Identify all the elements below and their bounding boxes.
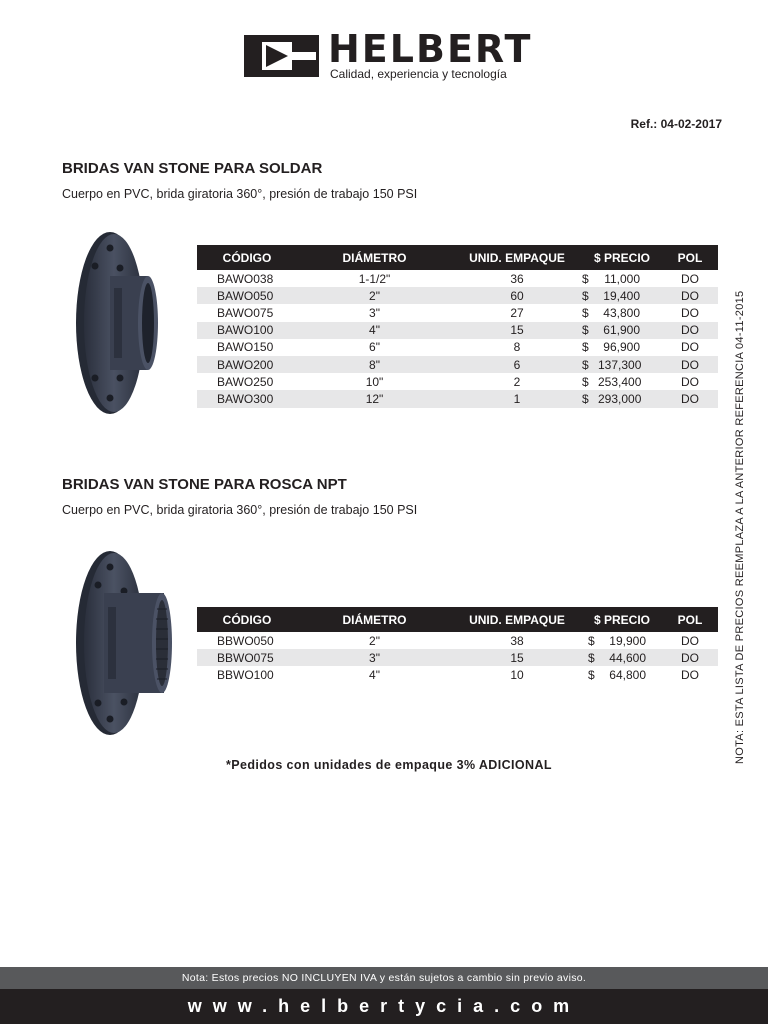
play-logo-icon [244,35,319,77]
cell-code: BAWO200 [197,356,297,373]
price-amount: 293,000 [598,391,642,406]
helbert-logo [244,27,533,81]
cell-pol: DO [681,667,699,682]
section2-subtitle: Cuerpo en PVC, brida giratoria 360°, presión de trabajo 150 PSI [62,503,418,517]
cell-pol: DO [681,633,699,648]
footer-disclaimer: Nota: Estos precios NO INCLUYEN IVA y están sujetos a cambio sin previo aviso. [0,967,768,989]
cell-diameter: 3" [369,305,380,320]
currency-symbol: $ [582,391,589,406]
cell-pack: 10 [510,667,524,682]
currency-symbol: $ [582,288,589,303]
header-diameter: DIÁMETRO [297,245,452,270]
cell-pol: DO [681,271,699,286]
cell-price [582,666,662,683]
cell-diameter: 10" [365,374,384,389]
price-amount: 43,800 [603,305,640,320]
section2-title: BRIDAS VAN STONE PARA ROSCA NPT [62,476,347,493]
cell-diameter: 1-1/2" [358,271,391,286]
cell-pol: DO [662,322,718,339]
table-row [197,390,718,407]
header-pack: UNID. EMPAQUE [452,245,582,270]
cell-code: BBWO100 [217,667,274,682]
currency-symbol: $ [588,650,595,665]
cell-diameter: 4" [297,322,452,339]
cell-pol: DO [662,356,718,373]
table-row [197,632,718,649]
currency-symbol: $ [582,374,589,389]
currency-symbol: $ [582,357,589,372]
price-amount: 19,400 [603,288,640,303]
cell-price [582,339,662,356]
cell-pol: DO [681,340,699,355]
header-code: CÓDIGO [197,607,297,632]
cell-pack: 15 [452,649,582,666]
cell-code: BAWO038 [217,271,274,286]
table-row [197,287,718,304]
price-amount: 44,600 [609,650,646,665]
cell-code: BAWO100 [197,322,297,339]
currency-symbol: $ [582,271,589,286]
solder-price-table [197,245,718,408]
reference-date: Ref.: 04-02-2017 [630,117,722,131]
cell-diameter: 8" [297,356,452,373]
cell-code: BAWO150 [217,340,274,355]
currency-symbol: $ [582,305,589,320]
price-amount: 253,400 [598,374,642,389]
header-pol: POL [662,607,718,632]
cell-price [582,287,662,304]
currency-symbol: $ [588,633,595,648]
cell-code: BAWO075 [217,305,274,320]
cell-pol: DO [681,374,699,389]
cell-price [582,304,662,321]
cell-pack: 15 [452,322,582,339]
table-header-row [197,245,718,270]
price-amount: 64,800 [609,667,646,682]
header-diameter: DIÁMETRO [297,607,452,632]
cell-pack: 6 [452,356,582,373]
table-row [197,322,718,339]
cell-pol: DO [662,390,718,407]
section1-subtitle: Cuerpo en PVC, brida giratoria 360°, presión de trabajo 150 PSI [62,187,418,201]
cell-code: BAWO250 [217,374,274,389]
cell-diameter: 12" [297,390,452,407]
header-pol: POL [662,245,718,270]
price-amount: 96,900 [603,340,640,355]
cell-code: BBWO050 [217,633,274,648]
header-price: $ PRECIO [582,607,662,632]
header-code: CÓDIGO [197,245,297,270]
cell-code: BAWO300 [197,390,297,407]
table-row [197,373,718,390]
cell-diameter: 6" [369,340,380,355]
price-amount: 11,000 [604,271,640,286]
footer-website-link[interactable]: www.helbertycia.com [0,989,768,1024]
header-pack: UNID. EMPAQUE [452,607,582,632]
cell-pack: 38 [510,633,524,648]
price-amount: 137,300 [598,357,642,372]
section1-title: BRIDAS VAN STONE PARA SOLDAR [62,160,323,177]
order-note: *Pedidos con unidades de empaque 3% ADICIONAL [226,758,552,772]
cell-diameter: 2" [297,287,452,304]
cell-pack: 1 [452,390,582,407]
cell-pack: 2 [513,374,521,389]
cell-diameter: 3" [297,649,452,666]
price-amount: 19,900 [609,633,646,648]
replacement-note-vertical: NOTA: ESTA LISTA DE PRECIOS REEMPLAZA A LA ANTERIOR REFERENCIA 04-11-2015 [734,290,746,764]
cell-price [582,649,662,666]
table-row [197,270,718,287]
currency-symbol: $ [582,323,589,338]
brand-name: HELBERT [328,27,533,71]
table-header-row [197,607,718,632]
table-row [197,356,718,373]
cell-diameter: 2" [369,633,380,648]
cell-price [582,270,662,287]
cell-price [582,322,662,339]
cell-code: BAWO050 [197,287,297,304]
currency-symbol: $ [588,667,595,682]
brand-tagline: Calidad, experiencia y tecnología [330,67,507,81]
table-row [197,666,718,683]
thread-price-table [197,607,718,684]
cell-pack: 36 [510,271,524,286]
cell-pol: DO [662,649,718,666]
cell-pack: 8 [513,340,521,355]
cell-price [582,356,662,373]
cell-price [582,632,662,649]
header-price: $ PRECIO [582,245,662,270]
cell-price [582,390,662,407]
table-row [197,339,718,356]
currency-symbol: $ [582,340,589,355]
cell-pol: DO [681,305,699,320]
table-row [197,649,718,666]
cell-pol: DO [662,287,718,304]
flange-thread-npt-image [64,547,174,739]
cell-diameter: 4" [369,667,380,682]
price-amount: 61,900 [603,323,640,338]
table-row [197,304,718,321]
cell-pack: 27 [510,305,524,320]
cell-code: BBWO075 [197,649,297,666]
flange-solder-image [62,228,164,418]
cell-pack: 60 [452,287,582,304]
cell-price [582,373,662,390]
